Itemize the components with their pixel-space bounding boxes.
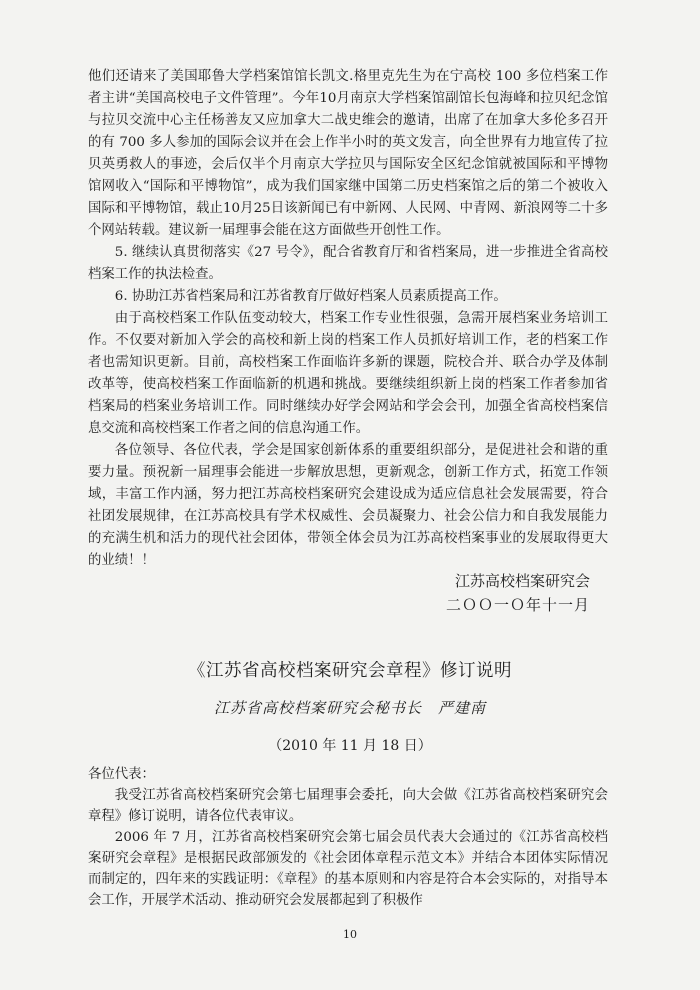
paragraph: 他们还请来了美国耶鲁大学档案馆馆长凯文.格里克先生为在宁高校 100 多位档案工作者主讲“美国高校电子文件管理”。今年10月南京大学档案馆副馆长包海峰和拉贝纪念馆与拉贝交流中心主任杨善友又应加拿大二战史维会的邀请，出席了在加拿大多伦多召开的有 700 多人参加的国际会议并在会上作半小时的英文发言，向全世界有力地宣传了拉贝英勇救人的事迹，会后仅半个月南京大学拉贝与国际安全区纪念馆就被国际和平博物馆网收入“国际和平博物馆”，成为我们国家继中国第二历史档案馆之后的第二个被收入国际和平博物馆，载止10月25日该新闻已有中新网、人民网、中青网、新浪网等二十多个网站转载。建议新一届理事会能在这方面做些开创性工作。 bbox=[88, 69, 608, 238]
paragraph: 2006 年 7 月，江苏省高校档案研究会第七届会员代表大会通过的《江苏省高校档案研究会章程》是根据民政部颁发的《社会团体章程示范文本》并结合本团体实际情况而制定的，四年来的实践证明：《章程》的基本原则和内容是符合本会实际的，对指导本会工作，开展学术活动、推动研究会发展都起到了积极作 bbox=[88, 830, 608, 908]
report-body bbox=[88, 66, 608, 572]
section-date: （2010 年 11 月 18 日） bbox=[268, 738, 432, 754]
signature-organization: 江苏高校档案研究会 bbox=[454, 572, 590, 590]
page-number: 10 bbox=[343, 928, 357, 941]
paragraph: 由于高校档案工作队伍变动较大，档案工作专业性很强，急需开展档案业务培训工作。不仅要对新加入学会的高校和新上岗的档案工作人员抓好培训工作，老的档案工作者也需知识更新。目前，高校档案工作面临许多新的课题，院校合并、联合办学及体制改革等，使高校档案工作面临新的机遇和挑战。要继续组织新上岗的档案工作者参加省档案局的档案业务培训工作。同时继续办好学会网站和学会会刊，加强全省高校档案信息交流和高校档案工作者之间的信息沟通工作。 bbox=[88, 311, 608, 436]
section-body bbox=[88, 764, 608, 911]
paragraph: 各位领导、各位代表，学会是国家创新体系的重要组织部分，是促进社会和谐的重要力量。预祝新一届理事会能进一步解放思想，更新观念，创新工作方式，拓宽工作领域，丰富工作内涵，努力把江苏高校档案研究会建设成为适应信息社会发展需要，符合社团发展规律，在江苏高校具有学术权威性、会员凝聚力、社会公信力和自我发展能力的充满生机和活力的现代社会团体，带领全体会员为江苏高校档案事业的发展取得更大的业绩！！ bbox=[88, 443, 608, 568]
section-author: 江苏省高校档案研究会秘书长 严建南 bbox=[213, 699, 486, 717]
section-title: 《江苏省高校档案研究会章程》修订说明 bbox=[188, 661, 512, 681]
paragraph: 6. 协助江苏省档案局和江苏省教育厅做好档案人员素质提高工作。 bbox=[114, 289, 507, 304]
paragraph: 我受江苏省高校档案研究会第七届理事会委托，向大会做《江苏省高校档案研究会章程》修订说明，请各位代表审议。 bbox=[88, 788, 608, 824]
signature-date: 二ＯＯ一Ｏ年十一月 bbox=[445, 596, 590, 614]
paragraph: 5. 继续认真贯彻落实《27 号令》，配合省教育厅和省档案局，进一步推进全省高校档案工作的执法检查。 bbox=[88, 245, 608, 282]
salutation: 各位代表： bbox=[88, 767, 155, 782]
